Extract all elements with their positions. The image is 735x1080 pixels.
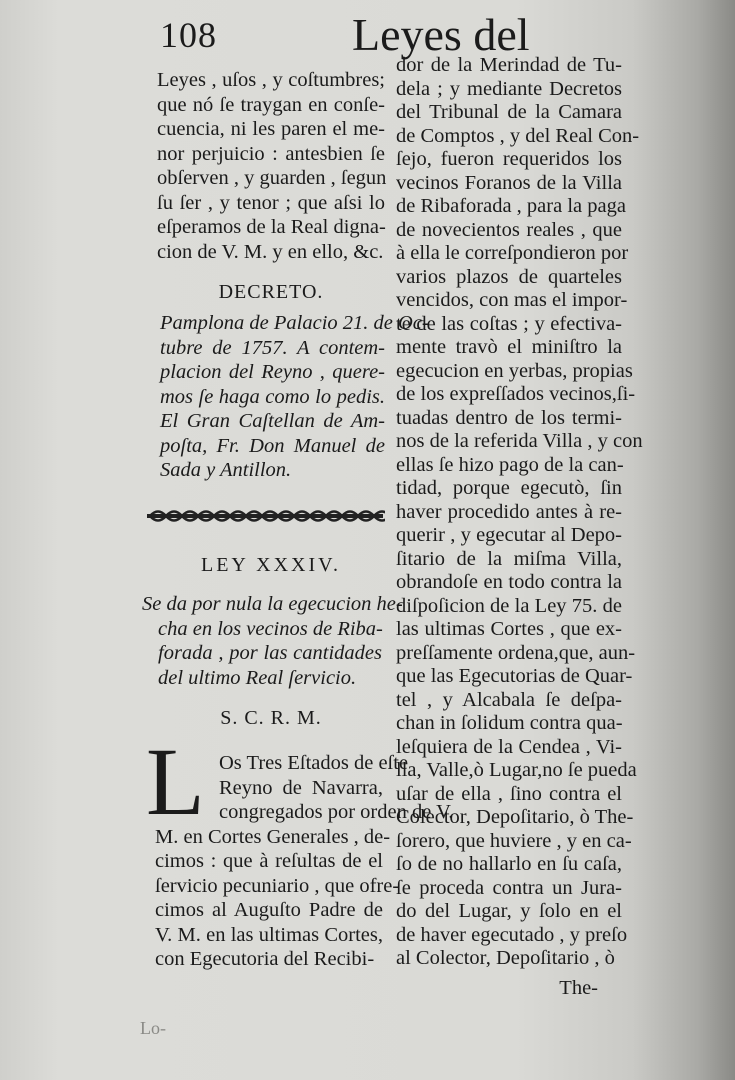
catchword: The- <box>559 977 598 999</box>
text-line: con Egecutoria del Recibi- <box>155 948 375 970</box>
text-line: dela ; y mediante Decretos <box>396 77 622 100</box>
right-column-text <box>396 54 643 971</box>
ornament-divider <box>145 506 385 526</box>
text-line: Pamplona de Palacio 21. de Oc- <box>160 312 429 334</box>
text-line: diſpoſicion de la Ley 75. de <box>396 594 622 617</box>
text-line: tel , y Alcabala ſe deſpa- <box>396 688 622 711</box>
text-line: de novecientos reales , que <box>396 218 622 241</box>
law-heading: LEY XXXIV. <box>201 554 341 576</box>
decree-text <box>160 311 429 483</box>
text-line: varios plazos de quarteles <box>396 265 622 288</box>
text-line: mos ſe haga como lo pedis. <box>160 385 385 408</box>
text-line: Se da por nula la egecucion he- <box>142 593 403 615</box>
text-line: tubre de 1757. A contem- <box>160 336 385 359</box>
text-line: cha en los vecinos de Riba- <box>158 617 383 640</box>
text-line: las ultimas Cortes , que ex- <box>396 618 622 640</box>
text-line: tidad, porque egecutò, ſin <box>396 477 622 499</box>
text-line: congregados por orden de V. <box>219 801 454 823</box>
text-line: del ultimo Real ſervicio. <box>158 666 357 689</box>
text-line: haver procedido antes à re- <box>396 500 622 523</box>
petition-end-text <box>157 68 385 264</box>
text-line: de los expreſſados vecinos,ſi- <box>396 383 636 405</box>
text-line: uſar de ella , ſino contra el <box>396 782 622 805</box>
text-line: que las Egecutorias de Quar- <box>396 665 633 687</box>
text-line: ellas ſe hizo pago de la can- <box>396 453 624 476</box>
text-line: cimos al Auguſto Padre de <box>155 899 383 921</box>
body-text <box>155 751 454 972</box>
text-line: mente travò el miniſtro la <box>396 336 622 358</box>
drop-cap: L <box>146 728 205 835</box>
text-line: ſervicio pecuniario , que ofre- <box>155 874 400 897</box>
text-line: forada , por las cantidades <box>158 642 382 664</box>
text-line: preſſamente ordena,que, aun- <box>396 641 636 664</box>
text-line: M. en Cortes Generales , de- <box>155 825 391 848</box>
text-line: vencidos, con mas el impor- <box>396 289 628 311</box>
running-head: Leyes del <box>352 9 530 60</box>
text-line: de Ribaforada , para la paga <box>396 195 626 217</box>
salutation: S. C. R. M. <box>220 707 322 729</box>
text-line: nor perjuicio : antesbien ſe <box>157 142 385 165</box>
decree-heading: DECRETO. <box>218 281 324 303</box>
text-line: ſorero, que huviere , y en ca- <box>396 829 632 852</box>
text-line: V. M. en las ultimas Cortes, <box>155 923 383 946</box>
text-line: egecucion en yerbas, propias <box>396 359 633 382</box>
text-line: cion de V. M. y en ello, &c. <box>157 240 384 263</box>
text-line: obſerven , y guarden , ſegun <box>157 167 387 189</box>
text-line: nos de la referida Villa , y con <box>396 430 643 452</box>
text-line: vecinos Foranos de la Villa <box>396 171 622 194</box>
text-line: de haver egecutado , y preſo <box>396 923 628 946</box>
text-line: al Colector, Depoſitario , ò <box>396 947 615 969</box>
text-line: chan in ſolidum contra qua- <box>396 712 623 734</box>
text-line: poſta, Fr. Don Manuel de <box>160 434 385 457</box>
text-line: do del Lugar, y ſolo en el <box>396 900 622 922</box>
bleed-through-text: Lo- <box>140 1018 166 1038</box>
text-line: ſu ſer , y tenor ; que aſsi lo <box>157 191 385 214</box>
text-line: cimos : que à reſultas de el <box>155 850 383 872</box>
page-number: 108 <box>160 15 217 55</box>
text-line: Reyno de Navarra, <box>219 776 383 799</box>
text-line: dor de la Merindad de Tu- <box>396 54 622 76</box>
text-line: Colector, Depoſitario, ò The- <box>396 806 634 828</box>
text-line: cuencia, ni les paren el me- <box>157 118 385 140</box>
text-line: ſe proceda contra un Jura- <box>396 876 622 899</box>
text-line: ſo de no hallarlo en ſu caſa, <box>396 853 622 875</box>
text-line: Os Tres Eſtados de eſte <box>219 752 409 774</box>
text-line: lla, Valle,ò Lugar,no ſe pueda <box>396 759 637 781</box>
text-line: de Comptos , y del Real Con- <box>396 124 640 147</box>
text-line: à ella le correſpondieron por <box>396 242 629 264</box>
text-line: leſquiera de la Cendea , Vi- <box>396 735 622 758</box>
text-line: eſperamos de la Real digna- <box>157 216 386 238</box>
text-line: querir , y egecutar al Depo- <box>396 524 622 546</box>
text-line: que nó ſe traygan en conſe- <box>157 93 385 116</box>
text-line: te de las coſtas ; y efectiva- <box>396 312 622 335</box>
text-line: obrandoſe en todo contra la <box>396 571 622 593</box>
text-line: ſejo, fueron requeridos los <box>396 148 622 170</box>
text-line: El Gran Caſtellan de Am- <box>160 410 385 432</box>
law-summary <box>142 592 403 690</box>
text-line: del Tribunal de la Camara <box>396 101 622 123</box>
text-line: ſitario de la miſma Villa, <box>396 547 622 570</box>
text-line: Sada y Antillon. <box>160 459 292 481</box>
text-line: tuadas dentro de los termi- <box>396 406 622 429</box>
text-line: Leyes , uſos , y coſtumbres; <box>157 69 385 91</box>
text-line: placion del Reyno , quere- <box>160 361 385 383</box>
